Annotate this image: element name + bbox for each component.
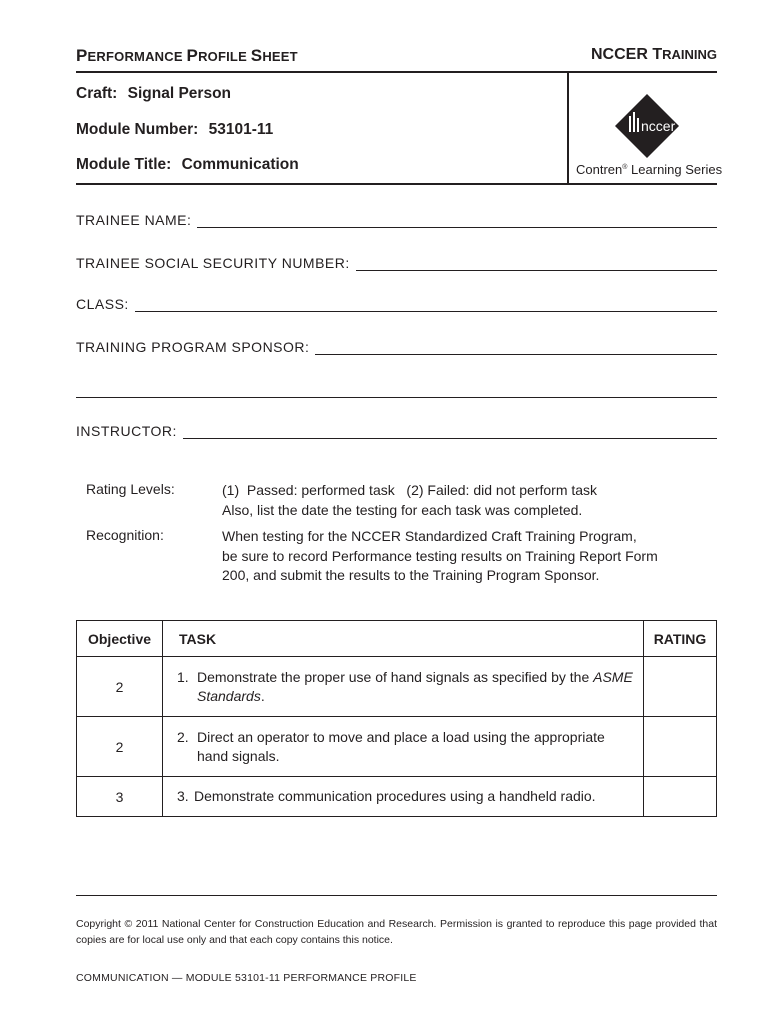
class-field[interactable] xyxy=(76,292,717,312)
footer-rule xyxy=(76,895,717,896)
recognition-line-3: 200, and submit the results to the Training Program Sponsor. xyxy=(222,567,600,583)
trainee-ssn-line[interactable] xyxy=(356,257,717,271)
recognition-line-1: When testing for the NCCER Standardized Craft Training Program, xyxy=(222,528,637,544)
row-1-number: 1. xyxy=(177,668,189,685)
row-3-objective: 3 xyxy=(77,777,163,817)
recognition-text xyxy=(222,527,702,586)
craft-line xyxy=(76,85,231,103)
row-1-text-block xyxy=(197,668,637,706)
task-table xyxy=(76,620,717,817)
instructor-line[interactable] xyxy=(183,425,717,439)
header-divider xyxy=(567,72,569,184)
row-2-rating-cell[interactable] xyxy=(644,717,717,777)
series-mark: ® xyxy=(622,164,628,171)
module-title-line xyxy=(76,156,299,174)
rating-levels-line-2: Also, list the date the testing for each task was completed. xyxy=(222,501,583,518)
title-cap-3: S xyxy=(250,46,263,65)
page-title xyxy=(76,46,298,66)
title-rest-3: HEET xyxy=(262,49,298,64)
page-footer-label: COMMUNICATION — MODULE 53101-11 PERFORMANCE PROFILE xyxy=(76,972,417,984)
row-1-after: . xyxy=(260,687,265,704)
training-rest: RAINING xyxy=(662,47,717,62)
class-line[interactable] xyxy=(135,298,717,312)
sponsor-field[interactable] xyxy=(76,335,717,355)
trainee-ssn-label: TRAINEE SOCIAL SECURITY NUMBER: xyxy=(76,255,350,271)
row-1-rating-cell[interactable] xyxy=(644,657,717,717)
series-name: Contren xyxy=(576,162,623,177)
header-top-rule xyxy=(76,71,717,73)
table-row xyxy=(77,717,717,777)
title-cap-1: P xyxy=(76,46,88,65)
rating-levels-text xyxy=(222,481,702,520)
nccer-logo-icon xyxy=(615,94,679,158)
header-objective: Objective xyxy=(77,621,163,657)
class-label: CLASS: xyxy=(76,296,129,312)
craft-value: Signal Person xyxy=(127,85,232,102)
table-header-row xyxy=(77,621,717,657)
contren-series-label xyxy=(576,162,722,177)
table-row xyxy=(77,777,717,817)
row-2-task xyxy=(163,717,644,777)
row-1-objective: 2 xyxy=(77,657,163,717)
header-task: TASK xyxy=(163,621,644,657)
header-bottom-rule xyxy=(76,183,717,185)
trainee-name-field[interactable] xyxy=(76,208,717,228)
row-1-italic: ASME Standards xyxy=(197,668,633,704)
row-2-objective: 2 xyxy=(77,717,163,777)
sponsor-line[interactable] xyxy=(315,341,717,355)
module-number-line xyxy=(76,121,273,139)
table-row xyxy=(77,657,717,717)
title-rest-1: ERFORMANCE xyxy=(87,49,187,64)
trainee-name-label: TRAINEE NAME: xyxy=(76,212,192,228)
rating-levels-label: Rating Levels: xyxy=(86,481,175,497)
module-number-value: 53101-11 xyxy=(208,121,274,138)
module-title-label: Module Title: xyxy=(76,156,172,173)
copyright-notice: Copyright © 2011 National Center for Construction Education and Research. Permission is granted to reproduce this page provided that copies are for local use only and that each copy contains this notice. xyxy=(76,918,717,946)
logo-text: nccer xyxy=(641,118,676,134)
header-rating: RATING xyxy=(644,621,717,657)
training-cap: T xyxy=(652,46,663,63)
title-cap-2: P xyxy=(186,46,199,65)
row-2-number: 2. xyxy=(177,728,189,745)
series-rest: Learning Series xyxy=(631,162,723,177)
module-title-value: Communication xyxy=(181,156,299,173)
row-2-text: Direct an operator to move and place a load using the appropriate hand signals. xyxy=(197,728,605,764)
row-3-number: 3. xyxy=(177,788,189,804)
row-1-task xyxy=(163,657,644,717)
title-rest-2: ROFILE xyxy=(198,49,251,64)
row-3-text: Demonstrate communication procedures using a handheld radio. xyxy=(194,788,596,804)
nccer-training-heading xyxy=(591,46,717,64)
recognition-line-2: be sure to record Performance testing results on Training Report Form xyxy=(222,547,658,564)
trainee-name-line[interactable] xyxy=(197,214,717,228)
trainee-ssn-field[interactable] xyxy=(76,251,717,271)
sponsor-label: TRAINING PROGRAM SPONSOR: xyxy=(76,339,310,355)
row-3-task xyxy=(163,777,644,817)
row-1-text: Demonstrate the proper use of hand signals as specified by the xyxy=(197,668,590,685)
nccer-word: NCCER xyxy=(590,46,648,63)
row-3-rating-cell[interactable] xyxy=(644,777,717,817)
instructor-field[interactable] xyxy=(76,419,717,439)
craft-label: Craft: xyxy=(76,85,118,102)
rating-levels-line-1: (1) Passed: performed task (2) Failed: did not perform task xyxy=(222,482,598,498)
instructor-label: INSTRUCTOR: xyxy=(76,423,177,439)
sponsor-extra-field[interactable] xyxy=(76,378,717,398)
sponsor-extra-line[interactable] xyxy=(76,384,717,398)
module-number-label: Module Number: xyxy=(76,121,199,138)
recognition-label: Recognition: xyxy=(86,527,164,543)
